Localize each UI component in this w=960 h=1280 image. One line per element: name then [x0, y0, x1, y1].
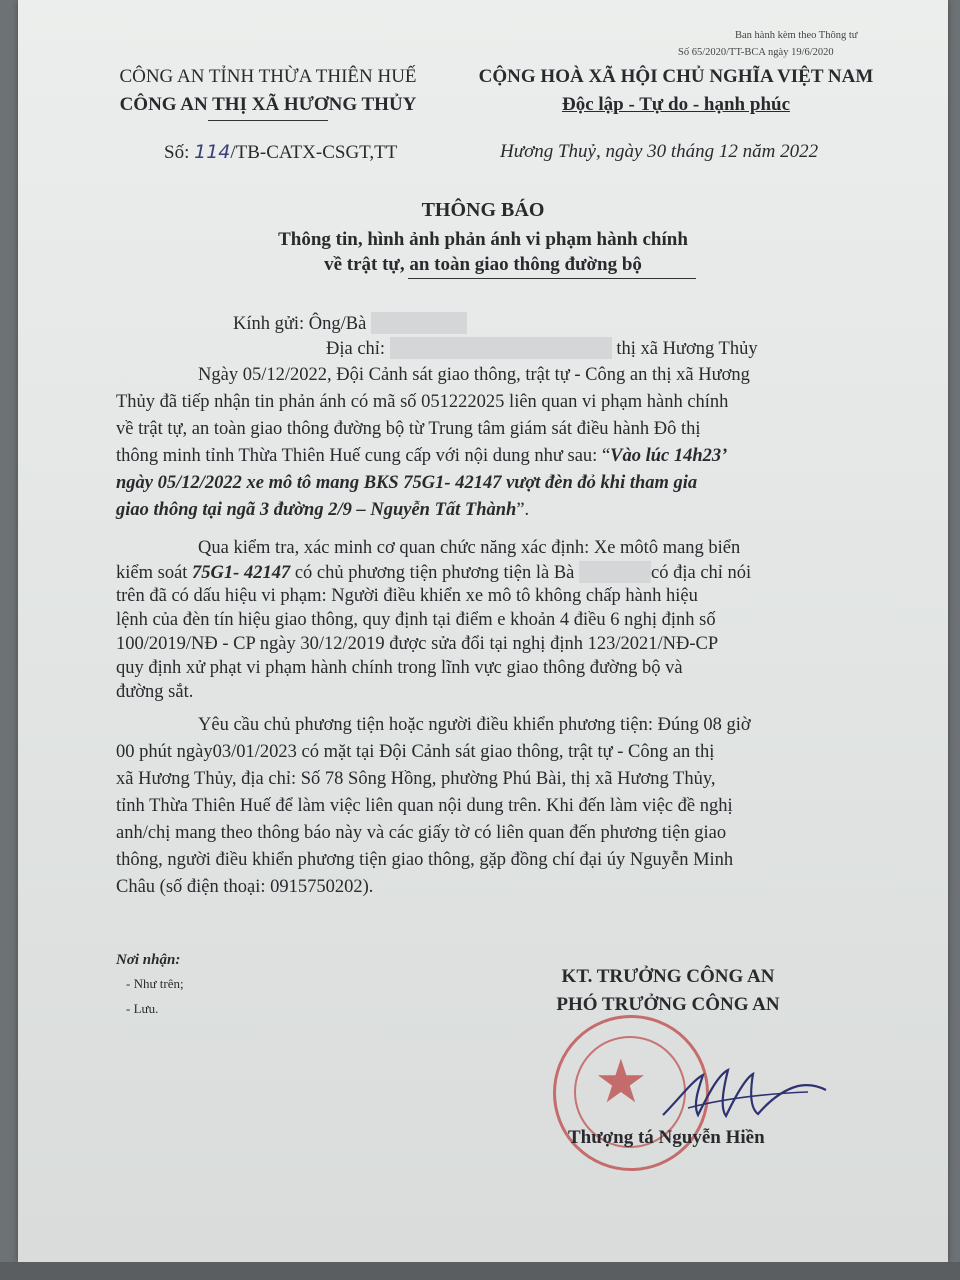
para3-line2: 00 phút ngày03/01/2023 có mặt tại Đội Cảnh sát giao thông, trật tự - Công an thị: [116, 742, 715, 762]
para1-line5: ngày 05/12/2022 xe mô tô mang BKS 75G1- 42147 vượt đèn đỏ khi tham gia: [116, 473, 698, 493]
document-number: [164, 141, 397, 164]
para1-line4-text: thông minh tỉnh Thừa Thiên Huế cung cấp với nội dung như sau: “: [116, 446, 611, 466]
para2-line7: đường sắt.: [116, 682, 194, 702]
redacted-address: [390, 337, 612, 359]
annex-note-line1: Ban hành kèm theo Thông tư: [735, 30, 858, 41]
nation-motto: Độc lập - Tự do - hạnh phúc: [561, 94, 791, 115]
place-date: Hương Thuỷ, ngày 30 tháng 12 năm 2022: [500, 141, 819, 162]
org-underline: [208, 120, 328, 121]
para2-plate: 75G1- 42147: [192, 563, 291, 583]
para3-line6: thông, người điều khiển phương tiện giao thông, gặp đồng chí đại úy Nguyễn Minh: [116, 850, 734, 870]
table-surface: [0, 1262, 960, 1280]
org-line1: CÔNG AN TỈNH THỪA THIÊN HUẾ: [119, 66, 417, 87]
para3-line1: Yêu cầu chủ phương tiện hoặc người điều khiển phương tiện: Đúng 08 giờ: [198, 715, 751, 735]
para1-line3: về trật tự, an toàn giao thông đường bộ từ Trung tâm giám sát điều hành Đô thị: [116, 419, 701, 439]
paragraph-1: [116, 364, 886, 524]
recipient-addr-label: Địa chỉ:: [326, 339, 386, 359]
paragraph-3: [116, 714, 886, 914]
number-handwritten: 114: [194, 141, 231, 163]
annex-note-line2: Số 65/2020/TT-BCA ngày 19/6/2020: [678, 47, 834, 58]
para1-line2: Thủy đã tiếp nhận tin phản ánh có mã số 051222025 liên quan vi phạm hành chính: [116, 392, 729, 412]
para1-line4: [116, 445, 727, 467]
document-sheet: [18, 0, 948, 1262]
recipient-to: [233, 312, 467, 335]
recipients-label: Nơi nhận:: [116, 952, 181, 968]
recipients-item-1: - Như trên;: [126, 976, 184, 991]
para3-line4: tỉnh Thừa Thiên Huế để làm việc liên quan nội dung trên. Khi đến làm việc đề nghị: [116, 796, 733, 816]
para2-line6: quy định xử phạt vi phạm hành chính trong lĩnh vực giao thông đường bộ và: [116, 658, 683, 678]
signature-line2: PHÓ TRƯỞNG CÔNG AN: [556, 994, 780, 1015]
para1-line6-end: ”.: [516, 500, 530, 520]
org-line2: CÔNG AN THỊ XÃ HƯƠNG THỦY: [119, 94, 417, 115]
para2-line2: [116, 561, 751, 584]
title-underline: [408, 278, 696, 279]
recipient-to-label: Kính gửi: Ông/Bà: [233, 314, 367, 334]
para2-line3: trên đã có dấu hiệu vi phạm: Người điều khiển xe mô tô không chấp hành hiệu: [116, 586, 698, 606]
nation-title: CỘNG HOÀ XÃ HỘI CHỦ NGHĨA VIỆT NAM: [478, 66, 874, 87]
para1-line6: [116, 499, 529, 521]
paragraph-2: [116, 537, 886, 707]
para1-line4-quote: Vào lúc 14h23’: [610, 446, 728, 466]
seal-star-icon: ★: [594, 1049, 648, 1115]
redacted-name: [371, 312, 467, 334]
signature-line1: KT. TRƯỞNG CÔNG AN: [561, 966, 775, 987]
para3-line7: Châu (số điện thoại: 0915750202).: [116, 877, 374, 897]
recipient-address: [326, 337, 758, 360]
notice-subtitle-1: Thông tin, hình ảnh phản ánh vi phạm hành chính: [278, 229, 688, 250]
notice-subtitle-2: về trật tự, an toàn giao thông đường bộ: [324, 254, 642, 275]
recipient-addr-tail: thị xã Hương Thủy: [616, 339, 758, 359]
para2-line2-c: có chủ phương tiện phương tiện là Bà: [290, 563, 575, 583]
signer-name: Thượng tá Nguyễn Hiền: [568, 1127, 765, 1148]
para2-line5: 100/2019/NĐ - CP ngày 30/12/2019 được sửa đổi tại nghị định 123/2021/NĐ-CP: [116, 634, 719, 654]
handwritten-signature: [658, 1060, 828, 1130]
number-suffix: /TB-CATX-CSGT,TT: [230, 142, 398, 163]
number-prefix: Số:: [164, 142, 195, 163]
para2-line1: Qua kiểm tra, xác minh cơ quan chức năng xác định: Xe môtô mang biển: [198, 538, 741, 558]
para2-line2-a: kiểm soát: [116, 563, 193, 583]
redacted-owner: [579, 561, 651, 583]
recipients-item-2: - Lưu.: [126, 1001, 159, 1016]
para2-line4: lệnh của đèn tín hiệu giao thông, quy định tại điểm e khoản 4 điều 6 nghị định số: [116, 610, 716, 630]
para2-line2-d: có địa chỉ nói: [651, 563, 752, 583]
para3-line3: xã Hương Thủy, địa chỉ: Số 78 Sông Hồng, phường Phú Bài, thị xã Hương Thủy,: [116, 769, 716, 789]
para1-line6-quote: giao thông tại ngã 3 đường 2/9 – Nguyễn Tất Thành: [116, 500, 517, 520]
notice-title: THÔNG BÁO: [421, 199, 545, 221]
para1-line1: Ngày 05/12/2022, Đội Cảnh sát giao thông, trật tự - Công an thị xã Hương: [198, 365, 750, 385]
para3-line5: anh/chị mang theo thông báo này và các giấy tờ có liên quan đến phương tiện giao: [116, 823, 727, 843]
